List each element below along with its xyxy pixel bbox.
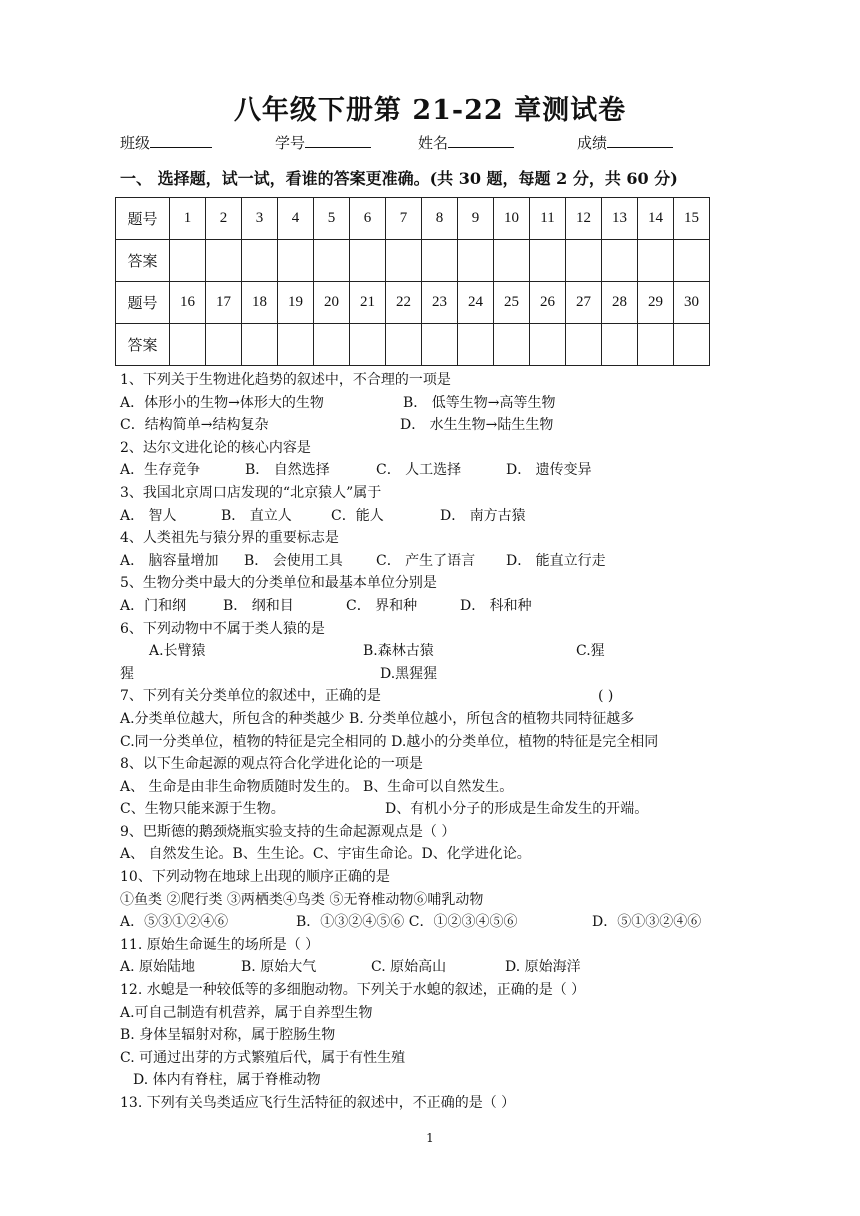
answer-cell[interactable] (278, 324, 314, 366)
option: A． 智人 (120, 507, 177, 524)
page-title: 八年级下册第 21-22 章测试卷 (233, 95, 627, 126)
answer-cell[interactable] (602, 240, 638, 282)
option: B. 身体呈辐射对称，属于腔肠生物 (120, 1027, 336, 1044)
question-stem: 3、我国北京周口店发现的“北京猿人”属于 (120, 484, 382, 501)
answer-cell[interactable] (206, 324, 242, 366)
question-stem: 13. 下列有关鸟类适应飞行生活特征的叙述中，不正确的是（ ） (120, 1095, 516, 1111)
option: D. 体内有脊柱，属于脊椎动物 (133, 1072, 321, 1089)
option: D． 能直立行走 (506, 552, 606, 569)
answer-cell[interactable] (314, 324, 350, 366)
option: C．能人 (331, 507, 384, 524)
num-cell: 1 (170, 198, 206, 240)
answer-cell[interactable] (314, 240, 350, 282)
num-cell: 25 (494, 282, 530, 324)
item-list: ①鱼类 ②爬行类 ③两栖类④鸟类 ⑤无脊椎动物⑥哺乳动物 (120, 891, 484, 908)
answer-cell[interactable] (386, 324, 422, 366)
options-row (120, 640, 740, 663)
options-row: A、 自然发生论。B、生生论。C、宇宙生命论。D、化学进化论。 (120, 846, 531, 863)
option: D、有机小分子的形成是生命发生的开端。 (385, 801, 649, 818)
question-stem: 6、下列动物中不属于类人猿的是 (120, 620, 325, 637)
option: C． 产生了语言 (376, 552, 476, 569)
options-row: A.分类单位越大，所包含的种类越少 B. 分类单位越小，所包含的植物共同特征越多 (120, 710, 635, 727)
table-row-answers-2 (116, 324, 710, 366)
num-cell: 21 (350, 282, 386, 324)
num-cell: 5 (314, 198, 350, 240)
option: C． 界和种 (346, 597, 418, 614)
answer-paren: ( ) (598, 688, 614, 705)
num-cell: 27 (566, 282, 602, 324)
option: A． 脑容量增加 (120, 552, 219, 569)
num-cell: 4 (278, 198, 314, 240)
num-cell: 22 (386, 282, 422, 324)
question-stem: 4、人类祖先与猿分界的重要标志是 (120, 530, 339, 547)
num-cell: 19 (278, 282, 314, 324)
question-stem: 2、达尔文进化论的核心内容是 (120, 439, 311, 456)
student-id-field[interactable]: 学号 (275, 132, 371, 153)
option: B． 纲和目 (223, 597, 294, 614)
options-row: C.同一分类单位，植物的特征是完全相同的 D.越小的分类单位，植物的特征是完全相同 (120, 733, 659, 750)
answer-cell[interactable] (422, 240, 458, 282)
option: C． 人工选择 (376, 462, 462, 479)
answer-cell[interactable] (242, 324, 278, 366)
option: C. 可通过出芽的方式繁殖后代，属于有性生殖 (120, 1049, 406, 1066)
option: D． 遗传变异 (506, 462, 592, 479)
question-stem: 11. 原始生命诞生的场所是（ ） (120, 936, 320, 953)
num-cell: 7 (386, 198, 422, 240)
table-row-numbers-1 (116, 198, 710, 240)
question-stem: 1、下列关于生物进化趋势的叙述中，不合理的一项是 (120, 372, 451, 388)
table-row-numbers-2 (116, 282, 710, 324)
option: B. 原始大气 (241, 959, 317, 976)
option: C、生物只能来源于生物。 (120, 801, 285, 818)
option: B． 低等生物→高等生物 (403, 394, 556, 411)
option: D.黑猩猩 (380, 665, 438, 682)
answer-cell[interactable] (350, 240, 386, 282)
option: B． 会使用工具 (244, 552, 343, 569)
options-row (120, 663, 740, 686)
option: C．结构简单→结构复杂 (120, 417, 269, 434)
ans-label-cell: 答案 (116, 324, 170, 366)
name-field[interactable]: 姓名 (418, 132, 514, 153)
num-cell: 8 (422, 198, 458, 240)
num-cell: 13 (602, 198, 638, 240)
option: D．⑤①③②④⑥ (592, 914, 702, 931)
num-cell: 24 (458, 282, 494, 324)
answer-cell[interactable] (638, 324, 674, 366)
answer-cell[interactable] (494, 240, 530, 282)
option: A．⑤③①②④⑥ (120, 914, 229, 931)
num-cell: 26 (530, 282, 566, 324)
answer-cell[interactable] (566, 324, 602, 366)
page-number: 1 (426, 1131, 434, 1145)
answer-cell[interactable] (566, 240, 602, 282)
options-row (120, 505, 740, 528)
num-cell: 14 (638, 198, 674, 240)
option: A．生存竞争 (120, 462, 201, 479)
answer-cell[interactable] (674, 324, 710, 366)
answer-cell[interactable] (170, 240, 206, 282)
option: D． 科和种 (460, 597, 532, 614)
num-cell: 2 (206, 198, 242, 240)
option: A. 原始陆地 (120, 959, 196, 976)
answer-cell[interactable] (674, 240, 710, 282)
answer-cell[interactable] (458, 240, 494, 282)
question-stem: 12. 水螅是一种较低等的多细胞动物。下列关于水螅的叙述，正确的是（ ） (120, 982, 586, 999)
answer-cell[interactable] (206, 240, 242, 282)
answer-cell[interactable] (422, 324, 458, 366)
options-row (120, 595, 740, 618)
options-row (120, 956, 740, 979)
answer-cell[interactable] (170, 324, 206, 366)
option: B． 直立人 (221, 507, 292, 524)
options-row (120, 459, 740, 482)
num-cell: 15 (674, 198, 710, 240)
option: A．体形小的生物→体形大的生物 (120, 394, 324, 411)
option: A．门和纲 (120, 597, 187, 614)
answer-cell[interactable] (638, 240, 674, 282)
options-row (120, 414, 740, 437)
question-stem: 7、下列有关分类单位的叙述中，正确的是 ( ) (120, 685, 740, 708)
option: C. 原始高山 (371, 959, 447, 976)
option: D. 原始海洋 (505, 959, 581, 976)
options-row (120, 798, 740, 821)
num-cell: 16 (170, 282, 206, 324)
num-cell: 18 (242, 282, 278, 324)
question-list (120, 369, 740, 1115)
answer-cell[interactable] (458, 324, 494, 366)
num-cell: 11 (530, 198, 566, 240)
num-cell: 20 (314, 282, 350, 324)
option: A.可自己制造有机营养，属于自养型生物 (120, 1004, 373, 1021)
options-row: A、 生命是由非生命物质随时发生的。 B、生命可以自然发生。 (120, 778, 514, 795)
options-row (120, 911, 740, 934)
num-cell: 30 (674, 282, 710, 324)
option: A.长臂猿 (149, 643, 206, 660)
option: B．①③②④⑤⑥ C．①②③④⑤⑥ (296, 914, 518, 931)
option: D． 南方古猿 (440, 507, 526, 524)
option: 猩 (120, 665, 134, 682)
answer-cell[interactable] (242, 240, 278, 282)
num-cell: 3 (242, 198, 278, 240)
option: C.猩 (576, 643, 605, 660)
answer-cell[interactable] (530, 324, 566, 366)
question-stem: 9、巴斯德的鹅颈烧瓶实验支持的生命起源观点是（ ） (120, 823, 456, 840)
num-cell: 6 (350, 198, 386, 240)
score-field[interactable]: 成绩 (577, 132, 673, 153)
option: B． 自然选择 (245, 462, 330, 479)
num-cell: 9 (458, 198, 494, 240)
num-cell: 10 (494, 198, 530, 240)
answer-cell[interactable] (350, 324, 386, 366)
option: B.森林古猿 (363, 643, 434, 660)
answer-cell[interactable] (494, 324, 530, 366)
ans-label-cell: 答案 (116, 240, 170, 282)
table-row-answers-1 (116, 240, 710, 282)
answer-cell[interactable] (278, 240, 314, 282)
answer-cell[interactable] (530, 240, 566, 282)
option: D． 水生生物→陆生生物 (400, 417, 554, 434)
num-label-cell: 题号 (116, 282, 170, 324)
options-row (120, 550, 740, 573)
section-heading: 一、 选择题，试一试，看谁的答案更准确。(共 30 题，每题 2 分，共 60 分) (120, 169, 678, 188)
num-label-cell: 题号 (116, 198, 170, 240)
num-cell: 12 (566, 198, 602, 240)
answer-cell[interactable] (386, 240, 422, 282)
question-stem: 8、以下生命起源的观点符合化学进化论的一项是 (120, 756, 423, 773)
num-cell: 28 (602, 282, 638, 324)
num-cell: 29 (638, 282, 674, 324)
num-cell: 17 (206, 282, 242, 324)
options-row (120, 392, 740, 415)
class-field[interactable]: 班级 (120, 132, 212, 153)
answer-table (115, 197, 710, 366)
num-cell: 23 (422, 282, 458, 324)
answer-cell[interactable] (602, 324, 638, 366)
question-stem: 5、生物分类中最大的分类单位和最基本单位分别是 (120, 575, 437, 592)
question-stem: 10、下列动物在地球上出现的顺序正确的是 (120, 869, 390, 886)
